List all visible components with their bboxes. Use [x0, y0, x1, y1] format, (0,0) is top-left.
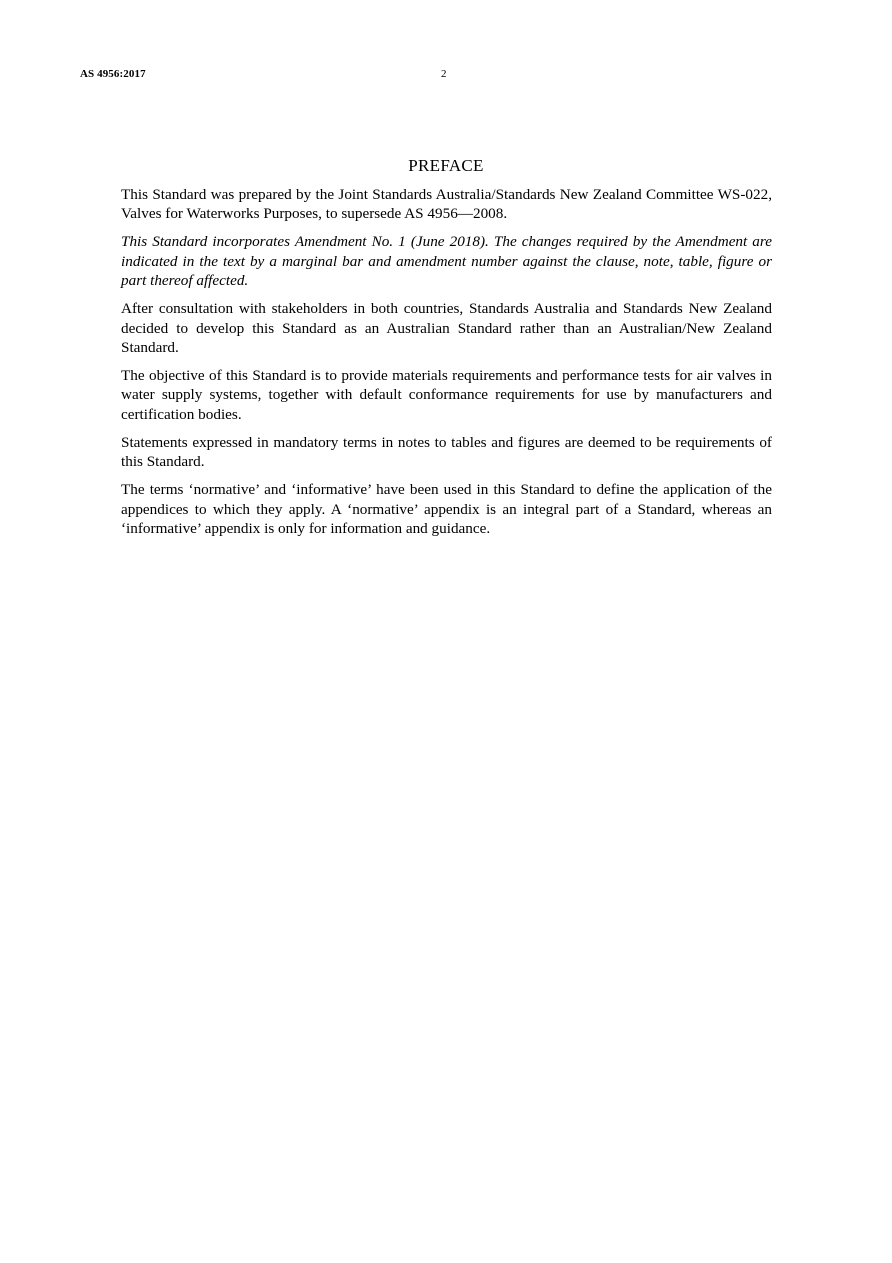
- paragraph-amendment-note: This Standard incorporates Amendment No. 1 (June 2018). The changes required by the Amendment are indicated in the text by a marginal bar and amendment number against the clause, note, table, figure or part thereof affected.: [121, 233, 772, 290]
- page-number: 2: [441, 68, 447, 80]
- preface-body: [121, 185, 772, 547]
- paragraph-mandatory-statements: Statements expressed in mandatory terms in notes to tables and figures are deemed to be requirements of this Standard.: [121, 433, 772, 471]
- page-title: PREFACE: [408, 156, 484, 175]
- paragraph-committee: This Standard was prepared by the Joint Standards Australia/Standards New Zealand Committee WS-022, Valves for Waterworks Purposes, to supersede AS 4956—2008.: [121, 186, 772, 223]
- paragraph-normative-informative: The terms ‘normative’ and ‘informative’ have been used in this Standard to define the application of the appendices to which they apply. A ‘normative’ appendix is an integral part of a Standard, whereas an ‘informative’ appendix is only for information and guidance.: [121, 481, 772, 538]
- paragraph-objective: The objective of this Standard is to provide materials requirements and performance tests for air valves in water supply systems, together with default conformance requirements for use by manufacturers and certification bodies.: [121, 367, 772, 423]
- document-id: AS 4956:2017: [80, 68, 146, 80]
- paragraph-consultation: After consultation with stakeholders in both countries, Standards Australia and Standards New Zealand decided to develop this Standard as an Australian Standard rather than an Australian/New Zealand Standard.: [121, 300, 772, 357]
